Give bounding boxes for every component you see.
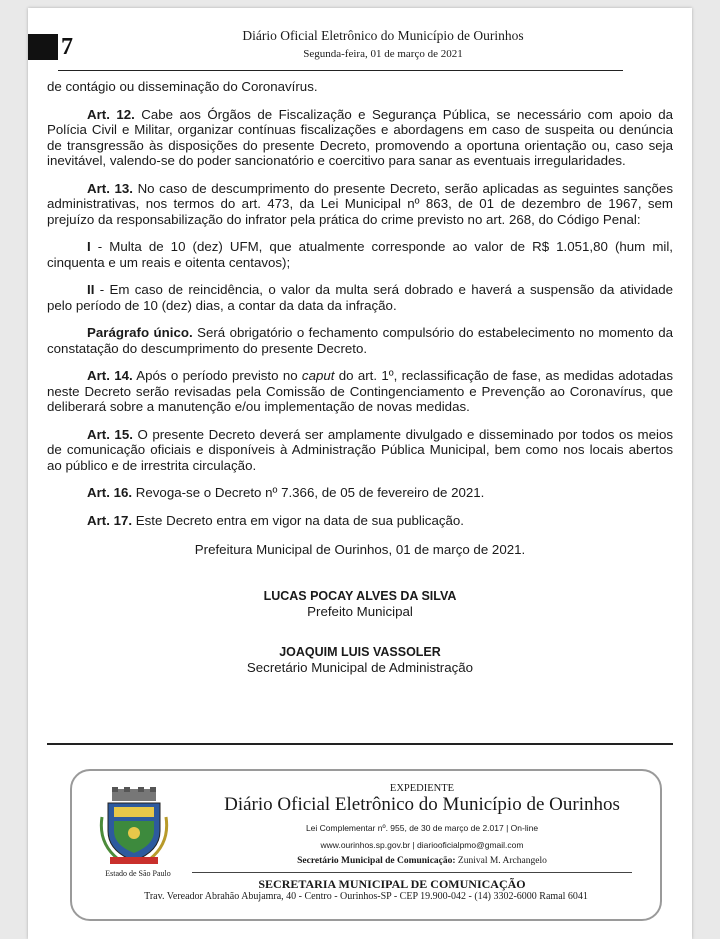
article-13: Art. 13. No caso de descumprimento do presente Decreto, serão aplicadas as seguintes sanções administrativas, nos termos do art. 473, da Lei Municipal nº 863, de 01 de dezembro de 1967, sem prejuízo da responsabilização do infrator pela prática do crime previsto no art. 268, do Código Penal: [47,180,673,227]
paragrafo-unico: Parágrafo único. Será obrigatório o fechamento compulsório do estabelecimento no momento da constatação do descumprimento do presente Decreto. [47,325,673,356]
header-date: Segunda-feira, 01 de março de 2021 [303,48,463,60]
item-i: I - Multa de 10 (dez) UFM, que atualmente corresponde ao valor de R$ 1.051,80 (hum mil, cinquenta e um reais e oitenta centavos); [47,239,673,270]
footer-inner-divider [192,872,632,873]
place-date: Prefeitura Municipal de Ourinhos, 01 de março de 2021. [194,542,526,557]
footer-secretaria: SECRETARIA MUNICIPAL DE COMUNICAÇÃO [258,877,526,891]
footer-address: Trav. Vereador Abrahão Abujamra, 40 - Centro - Ourinhos-SP - CEP 19.900-042 - (14) 3302-6000 Ramal 6041 [144,891,588,902]
intro-text: de contágio ou disseminação do Coronavírus. [47,79,318,94]
article-14: Art. 14. Após o período previsto no caput do art. 1º, reclassificação de fase, as medidas adotadas neste Decreto serão revisadas pela Comissão de Contingenciamento e Prevenção ao Coronavírus, que deliberará sobre a manutenção e/ou implementação de novas medidas. [47,368,673,414]
coat-of-arms-icon [98,787,170,867]
footer-law: Lei Complementar nº. 955, de 30 de março de 2.017 | On-line [305,823,539,833]
item-ii: II - Em caso de reincidência, o valor da multa será dobrado e haverá a suspensão da atividade pelo período de 10 (dez) dias, a contar da data da infração. [47,282,673,313]
article-12: Art. 12. Cabe aos Órgãos de Fiscalização e Segurança Pública, se necessário com apoio da Polícia Civil e Militar, organizar contínuas fiscalizações e abordagens em caso de suspeita ou denúncia de transgressão às disposições do presente Decreto, promovendo a oportuna orientação ou, caso seja inevitável, valendo-se do poder sancionatório e coercitivo para sanar as eventuais irregularidades. [47,106,673,168]
page-number: 7 [61,34,73,60]
header-divider [58,70,623,71]
footer-contacts: www.ourinhos.sp.gov.br | diariooficialpmo@gmail.com [320,840,524,850]
signature-mayor: LUCAS POCAY ALVES DA SILVA Prefeito Municipal [263,588,457,619]
expediente-box [70,769,662,921]
footer-divider [47,743,673,745]
article-17: Art. 17. Este Decreto entra em vigor na data de sua publicação. [87,512,464,528]
expediente-label: EXPEDIENTE [389,783,455,794]
footer-title: Diário Oficial Eletrônico do Município de Ourinhos [224,794,620,815]
header-title: Diário Oficial Eletrônico do Município de Ourinhos [242,28,524,43]
signature-secretary: JOAQUIM LUIS VASSOLER Secretário Municipal de Administração [246,644,474,675]
footer-secretary: Secretário Municipal de Comunicação: Zunival M. Archangelo [297,856,547,866]
decree-body [47,79,673,676]
estado-label: Estado de São Paulo [105,869,171,878]
article-15: Art. 15. O presente Decreto deverá ser amplamente divulgado e disseminado por todos os meios de comunicação oficiais e disponíveis à Administração Pública Municipal, bem como nos locais abertos ao público e de irrestrita circulação. [47,426,673,473]
article-16: Art. 16. Revoga-se o Decreto nº 7.366, de 05 de fevereiro de 2021. [87,485,485,500]
page-number-block [28,34,58,60]
